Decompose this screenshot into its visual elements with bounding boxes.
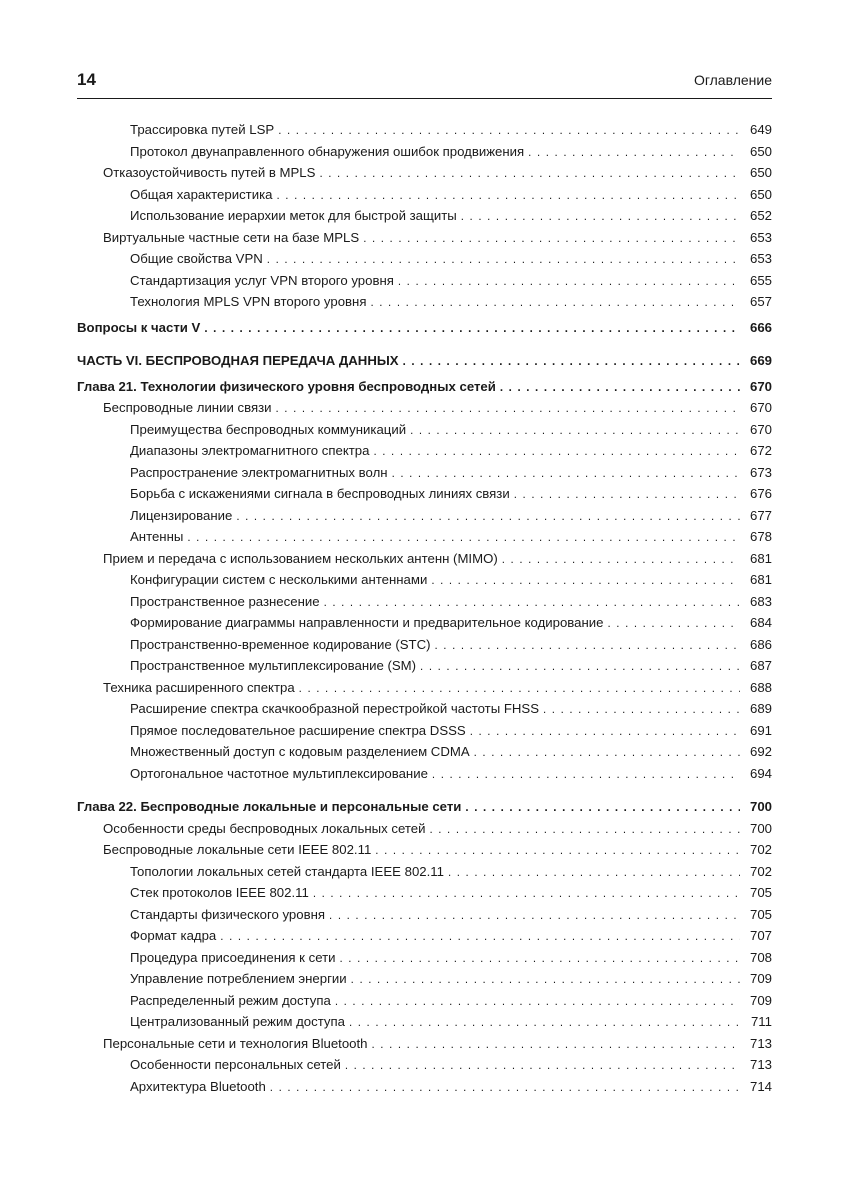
- toc-entry-title: Распределенный режим доступа: [130, 992, 331, 1008]
- toc-leader-dots: [370, 297, 740, 309]
- toc-leader-dots: [270, 1082, 740, 1094]
- toc-entry-title: Лицензирование: [130, 507, 233, 523]
- toc-entry[interactable]: [77, 1014, 772, 1036]
- toc-entry-title: Пространственно-временное кодирование (STC): [130, 636, 431, 652]
- toc-leader-dots: [372, 1039, 741, 1051]
- toc-leader-dots: [514, 489, 740, 501]
- toc-entry-title: Формат кадра: [130, 928, 217, 943]
- toc-entry[interactable]: [77, 864, 772, 886]
- toc-leader-dots: [435, 640, 740, 652]
- toc-entry-page: 670: [749, 421, 772, 437]
- toc-entry[interactable]: [77, 165, 772, 187]
- toc-entry-page: 676: [749, 486, 772, 501]
- toc-entry[interactable]: [77, 1036, 772, 1058]
- toc-entry-title: Формирование диаграммы направленности и предварительное кодирование: [130, 615, 604, 630]
- toc-entry-page: 709: [749, 971, 772, 986]
- toc-entry-title: Борьба с искажениями сигнала в беспроводных линиях связи: [130, 486, 510, 501]
- toc-entry[interactable]: [77, 1057, 772, 1079]
- table-of-contents: [77, 122, 772, 1100]
- toc-leader-dots: [204, 323, 740, 335]
- toc-entry[interactable]: [77, 971, 772, 993]
- toc-leader-dots: [474, 747, 740, 759]
- toc-entry-title: Управление потреблением энергии: [130, 971, 347, 986]
- toc-leader-dots: [431, 575, 740, 587]
- toc-entry-page: 700: [749, 820, 772, 836]
- toc-entry-page: 714: [749, 1078, 772, 1094]
- toc-entry[interactable]: [77, 187, 772, 209]
- toc-entry-page: 670: [749, 378, 772, 394]
- toc-entry-page: 708: [749, 949, 772, 965]
- toc-entry[interactable]: [77, 744, 772, 766]
- toc-leader-dots: [398, 276, 740, 288]
- toc-leader-dots: [528, 147, 740, 159]
- toc-entry[interactable]: [77, 465, 772, 487]
- toc-leader-dots: [432, 769, 740, 781]
- toc-entry-title: Общие свойства VPN: [130, 251, 263, 266]
- toc-leader-dots: [267, 254, 740, 266]
- toc-entry[interactable]: [77, 993, 772, 1015]
- toc-entry[interactable]: [77, 529, 772, 551]
- toc-entry-page: 705: [749, 885, 772, 900]
- toc-entry-page: 702: [749, 842, 772, 857]
- toc-entry-page: 700: [749, 799, 772, 814]
- toc-leader-dots: [500, 382, 740, 394]
- toc-entry-title: Техника расширенного спектра: [103, 679, 295, 695]
- toc-entry[interactable]: [77, 842, 772, 864]
- toc-entry[interactable]: [77, 821, 772, 843]
- toc-entry[interactable]: [77, 294, 772, 316]
- toc-entry-page: 691: [749, 722, 772, 738]
- toc-leader-dots: [448, 867, 740, 879]
- toc-entry-title: Стандартизация услуг VPN второго уровня: [130, 272, 394, 288]
- toc-entry[interactable]: [77, 680, 772, 702]
- toc-leader-dots: [392, 468, 740, 480]
- toc-entry-page: 683: [749, 593, 772, 609]
- toc-entry[interactable]: [77, 615, 772, 637]
- toc-leader-dots: [373, 446, 740, 458]
- toc-entry[interactable]: [77, 379, 772, 401]
- toc-entry-page: 655: [749, 272, 772, 288]
- toc-leader-dots: [324, 597, 740, 609]
- toc-entry-page: 670: [749, 400, 772, 415]
- toc-entry[interactable]: [77, 928, 772, 950]
- toc-entry-title: Стандарты физического уровня: [130, 906, 326, 922]
- toc-entry-page: 653: [749, 229, 772, 245]
- toc-entry-title: Общая характеристика: [130, 186, 273, 202]
- toc-entry-page: 650: [749, 165, 772, 180]
- toc-entry[interactable]: [77, 658, 772, 680]
- toc-entry-title: Стек протоколов IEEE 802.11: [130, 885, 309, 900]
- toc-entry-title: Беспроводные локальные сети IEEE 802.11: [103, 842, 372, 857]
- toc-entry-title: Централизованный режим доступа: [130, 1014, 345, 1029]
- toc-leader-dots: [335, 996, 740, 1008]
- toc-leader-dots: [470, 726, 740, 738]
- toc-leader-dots: [403, 356, 740, 368]
- toc-leader-dots: [187, 532, 740, 544]
- toc-entry[interactable]: [77, 400, 772, 422]
- toc-entry-title: Расширение спектра скачкообразной перестройкой частоты FHSS: [130, 701, 540, 716]
- toc-entry-title: Персональные сети и технология Bluetooth: [103, 1035, 368, 1051]
- toc-leader-dots: [278, 125, 740, 137]
- toc-entry-page: 688: [749, 679, 772, 695]
- toc-leader-dots: [607, 618, 740, 630]
- toc-leader-dots: [313, 888, 740, 900]
- toc-leader-dots: [465, 802, 740, 814]
- page-number: 14: [77, 70, 96, 89]
- toc-entry-title: Прямое последовательное расширение спектра DSSS: [130, 722, 466, 738]
- toc-entry[interactable]: [77, 320, 772, 342]
- toc-entry-title: Преимущества беспроводных коммуникаций: [130, 421, 407, 437]
- toc-leader-dots: [220, 931, 740, 943]
- toc-entry[interactable]: [77, 950, 772, 972]
- toc-entry-page: 650: [749, 186, 772, 202]
- toc-leader-dots: [502, 554, 740, 566]
- toc-entry-title: Процедура присоединения к сети: [130, 949, 336, 965]
- toc-entry-page: 681: [749, 572, 772, 587]
- toc-entry[interactable]: [77, 208, 772, 230]
- toc-leader-dots: [461, 211, 740, 223]
- toc-entry-page: 652: [749, 208, 772, 223]
- toc-entry-page: 650: [749, 143, 772, 159]
- toc-entry[interactable]: [77, 766, 772, 788]
- toc-leader-dots: [363, 233, 740, 245]
- toc-entry[interactable]: [77, 144, 772, 166]
- toc-entry-page: 684: [749, 615, 772, 630]
- toc-entry[interactable]: [77, 572, 772, 594]
- toc-entry-title: Отказоустойчивость путей в MPLS: [103, 165, 316, 180]
- toc-entry[interactable]: [77, 508, 772, 530]
- toc-entry-page: 702: [749, 863, 772, 879]
- toc-entry-page: 649: [749, 122, 772, 137]
- toc-entry[interactable]: [77, 723, 772, 745]
- toc-entry-title: Прием и передача с использованием нескольких антенн (MIMO): [103, 550, 498, 566]
- toc-leader-dots: [299, 683, 740, 695]
- toc-entry[interactable]: [77, 486, 772, 508]
- toc-entry-title: Диапазоны электромагнитного спектра: [130, 443, 370, 458]
- toc-entry[interactable]: [77, 594, 772, 616]
- header-rule: [77, 98, 772, 99]
- toc-entry-page: 681: [749, 550, 772, 566]
- toc-entry-page: 707: [749, 928, 772, 943]
- toc-entry-page: 686: [749, 636, 772, 652]
- toc-entry-title: Особенности среды беспроводных локальных сетей: [103, 820, 426, 836]
- toc-entry-title: ЧАСТЬ VI. БЕСПРОВОДНАЯ ПЕРЕДАЧА ДАННЫХ: [77, 353, 399, 368]
- toc-entry[interactable]: [77, 799, 772, 821]
- toc-entry-title: Вопросы к части V: [77, 319, 201, 335]
- toc-entry-page: 689: [749, 701, 772, 716]
- toc-entry-title: Топологии локальных сетей стандарта IEEE 802.11: [130, 863, 444, 879]
- toc-entry-page: 694: [749, 765, 772, 781]
- toc-entry-title: Протокол двунаправленного обнаружения ошибок продвижения: [130, 143, 525, 159]
- toc-entry-title: Антенны: [130, 529, 184, 544]
- toc-entry[interactable]: [77, 230, 772, 252]
- toc-leader-dots: [329, 910, 740, 922]
- toc-leader-dots: [351, 974, 740, 986]
- toc-entry-title: Распространение электромагнитных волн: [130, 464, 388, 480]
- toc-leader-dots: [277, 190, 741, 202]
- toc-entry[interactable]: [77, 907, 772, 929]
- toc-entry-page: 666: [749, 319, 772, 335]
- toc-entry[interactable]: [77, 251, 772, 273]
- toc-entry-title: Использование иерархии меток для быстрой защиты: [130, 208, 457, 223]
- toc-entry-title: Виртуальные частные сети на базе MPLS: [103, 229, 360, 245]
- toc-leader-dots: [340, 953, 741, 965]
- toc-entry-page: 711: [750, 1014, 772, 1029]
- toc-entry-title: Множественный доступ с кодовым разделением CDMA: [130, 744, 470, 759]
- toc-leader-dots: [375, 845, 740, 857]
- toc-entry[interactable]: [77, 637, 772, 659]
- toc-leader-dots: [236, 511, 740, 523]
- toc-leader-dots: [429, 824, 740, 836]
- toc-entry[interactable]: [77, 443, 772, 465]
- toc-entry-page: 687: [749, 658, 772, 673]
- toc-entry-title: Трассировка путей LSP: [130, 122, 275, 137]
- toc-leader-dots: [420, 661, 740, 673]
- toc-entry-title: Пространственное разнесение: [130, 593, 320, 609]
- running-title: Оглавление: [693, 72, 772, 88]
- toc-entry[interactable]: [77, 273, 772, 295]
- toc-entry[interactable]: [77, 122, 772, 144]
- toc-entry-page: 678: [749, 529, 772, 544]
- toc-entry-title: Глава 21. Технологии физического уровня беспроводных сетей: [77, 378, 496, 394]
- toc-entry-page: 653: [749, 251, 772, 266]
- toc-leader-dots: [319, 168, 740, 180]
- toc-entry-page: 669: [749, 353, 772, 368]
- toc-entry-page: 709: [749, 992, 772, 1008]
- toc-entry[interactable]: [77, 353, 772, 375]
- toc-entry-page: 657: [749, 294, 772, 309]
- toc-entry-title: Конфигурации систем с несколькими антеннами: [130, 572, 428, 587]
- toc-entry-title: Архитектура Bluetooth: [130, 1078, 266, 1094]
- toc-entry-title: Пространственное мультиплексирование (SM): [130, 658, 417, 673]
- toc-leader-dots: [345, 1060, 740, 1072]
- toc-entry-page: 672: [749, 443, 772, 458]
- toc-entry-page: 713: [749, 1057, 772, 1072]
- toc-leader-dots: [349, 1017, 740, 1029]
- toc-entry-page: 713: [749, 1035, 772, 1051]
- toc-entry-title: Беспроводные линии связи: [103, 400, 272, 415]
- toc-entry-title: Ортогональное частотное мультиплексирование: [130, 765, 428, 781]
- toc-entry-page: 692: [749, 744, 772, 759]
- toc-entry-title: Технология MPLS VPN второго уровня: [130, 294, 367, 309]
- toc-entry-page: 677: [749, 507, 772, 523]
- toc-entry-page: 705: [749, 906, 772, 922]
- page-header: [77, 70, 772, 92]
- toc-entry[interactable]: [77, 1079, 772, 1101]
- toc-leader-dots: [276, 403, 741, 415]
- toc-entry-page: 673: [749, 464, 772, 480]
- toc-entry-title: Глава 22. Беспроводные локальные и персональные сети: [77, 799, 462, 814]
- toc-entry-title: Особенности персональных сетей: [130, 1057, 341, 1072]
- toc-leader-dots: [543, 704, 740, 716]
- toc-entry[interactable]: [77, 551, 772, 573]
- toc-entry[interactable]: [77, 422, 772, 444]
- toc-entry[interactable]: [77, 701, 772, 723]
- toc-leader-dots: [410, 425, 740, 437]
- toc-entry[interactable]: [77, 885, 772, 907]
